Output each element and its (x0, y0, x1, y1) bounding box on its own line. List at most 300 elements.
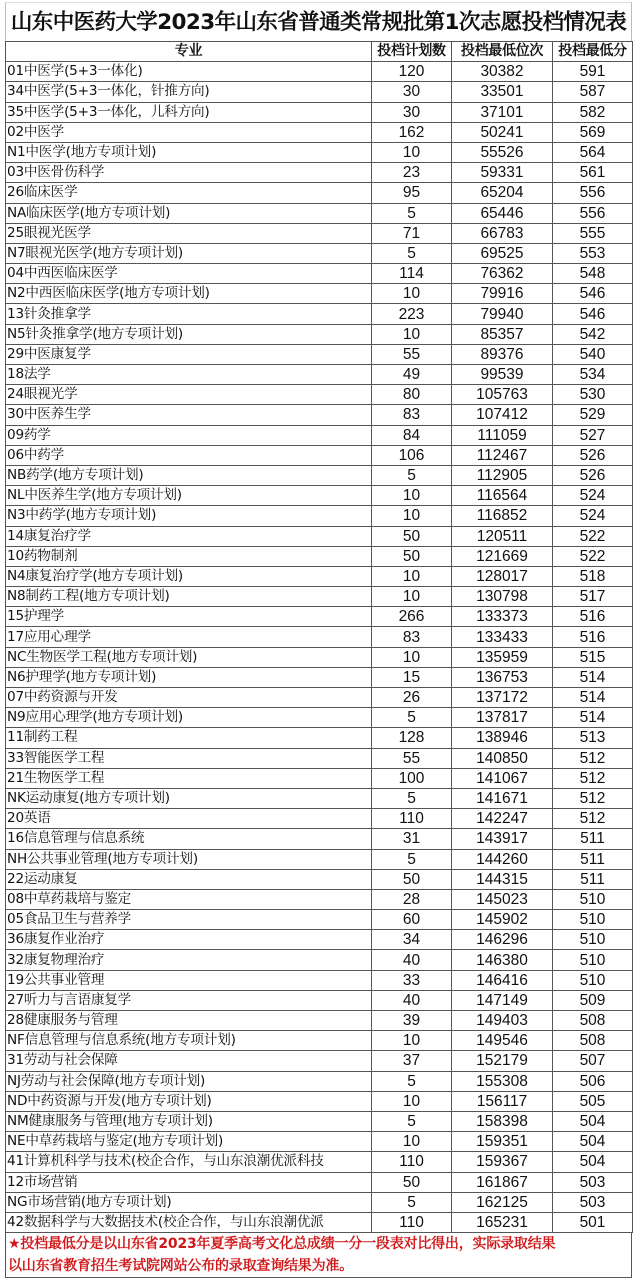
min-rank-cell: 146296 (452, 930, 553, 950)
min-score-cell: 529 (553, 405, 633, 425)
major-name-cell: ND中药资源与开发(地方专项计划) (6, 1091, 372, 1111)
major-name-cell: 16信息管理与信息系统 (6, 829, 372, 849)
min-rank-cell: 145023 (452, 889, 553, 909)
min-score-cell: 511 (553, 829, 633, 849)
table-row (6, 142, 633, 162)
min-rank-cell: 85357 (452, 324, 553, 344)
plan-count-cell: 110 (372, 1212, 452, 1232)
major-name-cell: 09药学 (6, 425, 372, 445)
major-name-cell: 35中医学(5+3一体化，儿科方向) (6, 102, 372, 122)
min-rank-cell: 165231 (452, 1212, 553, 1232)
min-rank-cell: 161867 (452, 1172, 553, 1192)
min-rank-cell: 135959 (452, 647, 553, 667)
table-row (6, 708, 633, 728)
table-row (6, 728, 633, 748)
min-score-cell: 510 (553, 930, 633, 950)
plan-count-cell: 40 (372, 950, 452, 970)
table-row (6, 1132, 633, 1152)
table-row (6, 1172, 633, 1192)
min-score-cell: 546 (553, 284, 633, 304)
min-score-cell: 524 (553, 486, 633, 506)
plan-count-cell: 110 (372, 809, 452, 829)
table-row (6, 102, 633, 122)
plan-count-cell: 33 (372, 970, 452, 990)
table-row (6, 405, 633, 425)
table-row (6, 1011, 633, 1031)
table-row (6, 566, 633, 586)
major-name-cell: NF信息管理与信息系统(地方专项计划) (6, 1031, 372, 1051)
plan-count-cell: 223 (372, 304, 452, 324)
table-row (6, 869, 633, 889)
min-score-cell: 512 (553, 788, 633, 808)
min-rank-cell: 50241 (452, 122, 553, 142)
table-row (6, 950, 633, 970)
table-row (6, 1051, 633, 1071)
admission-sheet (5, 0, 632, 1278)
min-rank-cell: 137172 (452, 688, 553, 708)
min-score-cell: 508 (553, 1031, 633, 1051)
min-score-cell: 527 (553, 425, 633, 445)
table-row (6, 990, 633, 1010)
min-score-cell: 510 (553, 950, 633, 970)
major-name-cell: 10药物制剂 (6, 546, 372, 566)
plan-count-cell: 23 (372, 163, 452, 183)
min-rank-cell: 30382 (452, 62, 553, 82)
major-name-cell: 19公共事业管理 (6, 970, 372, 990)
min-score-cell: 534 (553, 365, 633, 385)
min-score-cell: 503 (553, 1192, 633, 1212)
major-name-cell: 13针灸推拿学 (6, 304, 372, 324)
major-name-cell: 41计算机科学与技术(校企合作，与山东浪潮优派科技 (6, 1152, 372, 1172)
table-row (6, 607, 633, 627)
major-name-cell: 31劳动与社会保障 (6, 1051, 372, 1071)
table-row (6, 1071, 633, 1091)
table-row (6, 425, 633, 445)
min-rank-cell: 152179 (452, 1051, 553, 1071)
major-name-cell: N7眼视光医学(地方专项计划) (6, 243, 372, 263)
plan-count-cell: 30 (372, 82, 452, 102)
min-score-cell: 514 (553, 708, 633, 728)
table-row (6, 526, 633, 546)
major-name-cell: 27听力与言语康复学 (6, 990, 372, 1010)
min-rank-cell: 111059 (452, 425, 553, 445)
min-score-cell: 587 (553, 82, 633, 102)
plan-count-cell: 10 (372, 566, 452, 586)
min-rank-cell: 89376 (452, 344, 553, 364)
table-row (6, 344, 633, 364)
major-name-cell: 08中草药栽培与鉴定 (6, 889, 372, 909)
plan-count-cell: 10 (372, 324, 452, 344)
plan-count-cell: 95 (372, 183, 452, 203)
min-score-cell: 503 (553, 1172, 633, 1192)
major-name-cell: N2中西医临床医学(地方专项计划) (6, 284, 372, 304)
min-rank-cell: 76362 (452, 264, 553, 284)
table-row (6, 324, 633, 344)
major-name-cell: 03中医骨伤科学 (6, 163, 372, 183)
plan-count-cell: 31 (372, 829, 452, 849)
table-row (6, 465, 633, 485)
table-body (6, 62, 633, 1233)
major-name-cell: 12市场营销 (6, 1172, 372, 1192)
table-row (6, 1031, 633, 1051)
min-score-cell: 530 (553, 385, 633, 405)
min-rank-cell: 130798 (452, 587, 553, 607)
min-score-cell: 512 (553, 768, 633, 788)
table-row (6, 930, 633, 950)
plan-count-cell: 5 (372, 465, 452, 485)
min-rank-cell: 158398 (452, 1111, 553, 1131)
footnote-line-2: 以山东省教育招生考试院网站公布的录取查询结果为准。 (8, 1258, 353, 1275)
plan-count-cell: 30 (372, 102, 452, 122)
plan-count-cell: 10 (372, 1132, 452, 1152)
table-row (6, 849, 633, 869)
min-rank-cell: 138946 (452, 728, 553, 748)
plan-count-cell: 83 (372, 405, 452, 425)
min-rank-cell: 69525 (452, 243, 553, 263)
min-rank-cell: 156117 (452, 1091, 553, 1111)
min-score-cell: 509 (553, 990, 633, 1010)
min-score-cell: 569 (553, 122, 633, 142)
min-score-cell: 505 (553, 1091, 633, 1111)
table-row (6, 264, 633, 284)
major-name-cell: 42数据科学与大数据技术(校企合作，与山东浪潮优派 (6, 1212, 372, 1232)
min-rank-cell: 159367 (452, 1152, 553, 1172)
min-score-cell: 506 (553, 1071, 633, 1091)
min-score-cell: 511 (553, 849, 633, 869)
plan-count-cell: 5 (372, 1192, 452, 1212)
major-name-cell: 25眼视光医学 (6, 223, 372, 243)
major-name-cell: 05食品卫生与营养学 (6, 910, 372, 930)
plan-count-cell: 40 (372, 990, 452, 1010)
major-name-cell: 33智能医学工程 (6, 748, 372, 768)
table-row (6, 829, 633, 849)
plan-count-cell: 55 (372, 748, 452, 768)
plan-count-cell: 266 (372, 607, 452, 627)
min-score-cell: 507 (553, 1051, 633, 1071)
major-name-cell: NK运动康复(地方专项计划) (6, 788, 372, 808)
major-name-cell: 20英语 (6, 809, 372, 829)
min-rank-cell: 66783 (452, 223, 553, 243)
plan-count-cell: 114 (372, 264, 452, 284)
table-row (6, 1212, 633, 1232)
major-name-cell: NB药学(地方专项计划) (6, 465, 372, 485)
header-min-rank: 投档最低位次 (452, 42, 553, 62)
min-score-cell: 556 (553, 183, 633, 203)
min-rank-cell: 159351 (452, 1132, 553, 1152)
min-rank-cell: 136753 (452, 667, 553, 687)
min-score-cell: 512 (553, 748, 633, 768)
plan-count-cell: 71 (372, 223, 452, 243)
min-score-cell: 514 (553, 667, 633, 687)
min-rank-cell: 143917 (452, 829, 553, 849)
min-score-cell: 526 (553, 465, 633, 485)
major-name-cell: N6护理学(地方专项计划) (6, 667, 372, 687)
admission-table (5, 41, 633, 1233)
major-name-cell: N5针灸推拿学(地方专项计划) (6, 324, 372, 344)
major-name-cell: 22运动康复 (6, 869, 372, 889)
min-score-cell: 524 (553, 506, 633, 526)
plan-count-cell: 26 (372, 688, 452, 708)
min-score-cell: 515 (553, 647, 633, 667)
table-row (6, 688, 633, 708)
min-rank-cell: 105763 (452, 385, 553, 405)
min-rank-cell: 112905 (452, 465, 553, 485)
plan-count-cell: 37 (372, 1051, 452, 1071)
min-score-cell: 512 (553, 809, 633, 829)
min-rank-cell: 142247 (452, 809, 553, 829)
min-score-cell: 510 (553, 889, 633, 909)
table-row (6, 1111, 633, 1131)
min-rank-cell: 79940 (452, 304, 553, 324)
min-rank-cell: 155308 (452, 1071, 553, 1091)
table-row (6, 809, 633, 829)
plan-count-cell: 28 (372, 889, 452, 909)
major-name-cell: N3中药学(地方专项计划) (6, 506, 372, 526)
plan-count-cell: 55 (372, 344, 452, 364)
plan-count-cell: 5 (372, 1111, 452, 1131)
min-score-cell: 548 (553, 264, 633, 284)
min-score-cell: 510 (553, 970, 633, 990)
min-rank-cell: 128017 (452, 566, 553, 586)
min-score-cell: 555 (553, 223, 633, 243)
plan-count-cell: 50 (372, 546, 452, 566)
header-min-score: 投档最低分 (553, 42, 633, 62)
min-score-cell: 542 (553, 324, 633, 344)
plan-count-cell: 10 (372, 284, 452, 304)
min-rank-cell: 112467 (452, 445, 553, 465)
min-rank-cell: 65204 (452, 183, 553, 203)
min-score-cell: 501 (553, 1212, 633, 1232)
major-name-cell: 15护理学 (6, 607, 372, 627)
major-name-cell: 26临床医学 (6, 183, 372, 203)
plan-count-cell: 84 (372, 425, 452, 445)
table-row (6, 62, 633, 82)
table-row (6, 627, 633, 647)
page-title: 山东中医药大学2023年山东省普通类常规批第1次志愿投档情况表 (5, 2, 632, 41)
footnote-text-1: 投档最低分是以山东省2023年夏季高考文化总成绩一分一段表对比得出，实际录取结果 (20, 1236, 556, 1253)
plan-count-cell: 5 (372, 708, 452, 728)
table-row (6, 445, 633, 465)
major-name-cell: 32康复物理治疗 (6, 950, 372, 970)
min-rank-cell: 144260 (452, 849, 553, 869)
min-score-cell: 504 (553, 1152, 633, 1172)
major-name-cell: NL中医养生学(地方专项计划) (6, 486, 372, 506)
table-row (6, 122, 633, 142)
plan-count-cell: 128 (372, 728, 452, 748)
min-score-cell: 522 (553, 526, 633, 546)
min-score-cell: 526 (553, 445, 633, 465)
table-row (6, 183, 633, 203)
min-score-cell: 582 (553, 102, 633, 122)
footnote (5, 1233, 632, 1278)
plan-count-cell: 83 (372, 627, 452, 647)
major-name-cell: NA临床医学(地方专项计划) (6, 203, 372, 223)
min-score-cell: 516 (553, 627, 633, 647)
table-row (6, 223, 633, 243)
min-rank-cell: 65446 (452, 203, 553, 223)
table-row (6, 889, 633, 909)
table-row (6, 1152, 633, 1172)
min-rank-cell: 146380 (452, 950, 553, 970)
min-score-cell: 556 (553, 203, 633, 223)
major-name-cell: 28健康服务与管理 (6, 1011, 372, 1031)
table-row (6, 546, 633, 566)
table-row (6, 647, 633, 667)
min-score-cell: 518 (553, 566, 633, 586)
table-row (6, 82, 633, 102)
major-name-cell: NJ劳动与社会保障(地方专项计划) (6, 1071, 372, 1091)
min-rank-cell: 147149 (452, 990, 553, 1010)
min-score-cell: 510 (553, 910, 633, 930)
min-rank-cell: 149546 (452, 1031, 553, 1051)
min-rank-cell: 33501 (452, 82, 553, 102)
major-name-cell: 30中医养生学 (6, 405, 372, 425)
plan-count-cell: 60 (372, 910, 452, 930)
table-row (6, 788, 633, 808)
plan-count-cell: 10 (372, 506, 452, 526)
table-row (6, 910, 633, 930)
major-name-cell: N4康复治疗学(地方专项计划) (6, 566, 372, 586)
major-name-cell: 14康复治疗学 (6, 526, 372, 546)
min-score-cell: 522 (553, 546, 633, 566)
major-name-cell: 02中医学 (6, 122, 372, 142)
table-row (6, 970, 633, 990)
min-rank-cell: 99539 (452, 365, 553, 385)
min-rank-cell: 121669 (452, 546, 553, 566)
plan-count-cell: 50 (372, 1172, 452, 1192)
major-name-cell: 11制药工程 (6, 728, 372, 748)
min-score-cell: 546 (553, 304, 633, 324)
major-name-cell: 34中医学(5+3一体化，针推方向) (6, 82, 372, 102)
plan-count-cell: 5 (372, 203, 452, 223)
plan-count-cell: 10 (372, 1031, 452, 1051)
major-name-cell: 36康复作业治疗 (6, 930, 372, 950)
table-row (6, 163, 633, 183)
table-row (6, 1192, 633, 1212)
min-rank-cell: 141671 (452, 788, 553, 808)
min-score-cell: 561 (553, 163, 633, 183)
major-name-cell: N8制药工程(地方专项计划) (6, 587, 372, 607)
plan-count-cell: 162 (372, 122, 452, 142)
min-rank-cell: 55526 (452, 142, 553, 162)
header-major: 专业 (6, 42, 372, 62)
min-score-cell: 504 (553, 1132, 633, 1152)
table-row (6, 587, 633, 607)
table-row (6, 243, 633, 263)
min-score-cell: 591 (553, 62, 633, 82)
min-rank-cell: 144315 (452, 869, 553, 889)
plan-count-cell: 10 (372, 587, 452, 607)
plan-count-cell: 5 (372, 849, 452, 869)
plan-count-cell: 39 (372, 1011, 452, 1031)
min-rank-cell: 149403 (452, 1011, 553, 1031)
major-name-cell: NC生物医学工程(地方专项计划) (6, 647, 372, 667)
major-name-cell: 29中医康复学 (6, 344, 372, 364)
major-name-cell: NE中草药栽培与鉴定(地方专项计划) (6, 1132, 372, 1152)
major-name-cell: NM健康服务与管理(地方专项计划) (6, 1111, 372, 1131)
table-row (6, 486, 633, 506)
table-row (6, 284, 633, 304)
min-rank-cell: 137817 (452, 708, 553, 728)
min-rank-cell: 145902 (452, 910, 553, 930)
table-row (6, 1091, 633, 1111)
plan-count-cell: 100 (372, 768, 452, 788)
min-rank-cell: 141067 (452, 768, 553, 788)
min-rank-cell: 79916 (452, 284, 553, 304)
table-row (6, 203, 633, 223)
major-name-cell: 04中西医临床医学 (6, 264, 372, 284)
min-rank-cell: 116852 (452, 506, 553, 526)
min-rank-cell: 133373 (452, 607, 553, 627)
table-row (6, 365, 633, 385)
plan-count-cell: 10 (372, 142, 452, 162)
plan-count-cell: 5 (372, 243, 452, 263)
table-row (6, 304, 633, 324)
major-name-cell: N9应用心理学(地方专项计划) (6, 708, 372, 728)
min-rank-cell: 107412 (452, 405, 553, 425)
min-rank-cell: 133433 (452, 627, 553, 647)
plan-count-cell: 10 (372, 647, 452, 667)
plan-count-cell: 5 (372, 1071, 452, 1091)
min-score-cell: 508 (553, 1011, 633, 1031)
major-name-cell: 21生物医学工程 (6, 768, 372, 788)
plan-count-cell: 34 (372, 930, 452, 950)
table-row (6, 385, 633, 405)
major-name-cell: 01中医学(5+3一体化) (6, 62, 372, 82)
major-name-cell: 24眼视光学 (6, 385, 372, 405)
min-score-cell: 553 (553, 243, 633, 263)
min-score-cell: 511 (553, 869, 633, 889)
major-name-cell: N1中医学(地方专项计划) (6, 142, 372, 162)
table-header-row (6, 42, 633, 62)
footnote-line-1 (8, 1233, 629, 1255)
header-plan-count: 投档计划数 (372, 42, 452, 62)
min-score-cell: 564 (553, 142, 633, 162)
star-icon: ★ (8, 1236, 21, 1253)
table-row (6, 667, 633, 687)
major-name-cell: NH公共事业管理(地方专项计划) (6, 849, 372, 869)
min-rank-cell: 37101 (452, 102, 553, 122)
min-score-cell: 513 (553, 728, 633, 748)
major-name-cell: 17应用心理学 (6, 627, 372, 647)
plan-count-cell: 50 (372, 869, 452, 889)
plan-count-cell: 10 (372, 486, 452, 506)
plan-count-cell: 80 (372, 385, 452, 405)
min-rank-cell: 116564 (452, 486, 553, 506)
min-rank-cell: 146416 (452, 970, 553, 990)
min-score-cell: 504 (553, 1111, 633, 1131)
min-score-cell: 516 (553, 607, 633, 627)
plan-count-cell: 106 (372, 445, 452, 465)
major-name-cell: 06中药学 (6, 445, 372, 465)
plan-count-cell: 120 (372, 62, 452, 82)
table-row (6, 768, 633, 788)
plan-count-cell: 15 (372, 667, 452, 687)
table-row (6, 506, 633, 526)
plan-count-cell: 10 (372, 1091, 452, 1111)
min-score-cell: 540 (553, 344, 633, 364)
plan-count-cell: 49 (372, 365, 452, 385)
min-score-cell: 514 (553, 688, 633, 708)
min-rank-cell: 162125 (452, 1192, 553, 1212)
plan-count-cell: 50 (372, 526, 452, 546)
table-row (6, 748, 633, 768)
min-rank-cell: 120511 (452, 526, 553, 546)
min-score-cell: 517 (553, 587, 633, 607)
min-rank-cell: 140850 (452, 748, 553, 768)
plan-count-cell: 5 (372, 788, 452, 808)
plan-count-cell: 110 (372, 1152, 452, 1172)
